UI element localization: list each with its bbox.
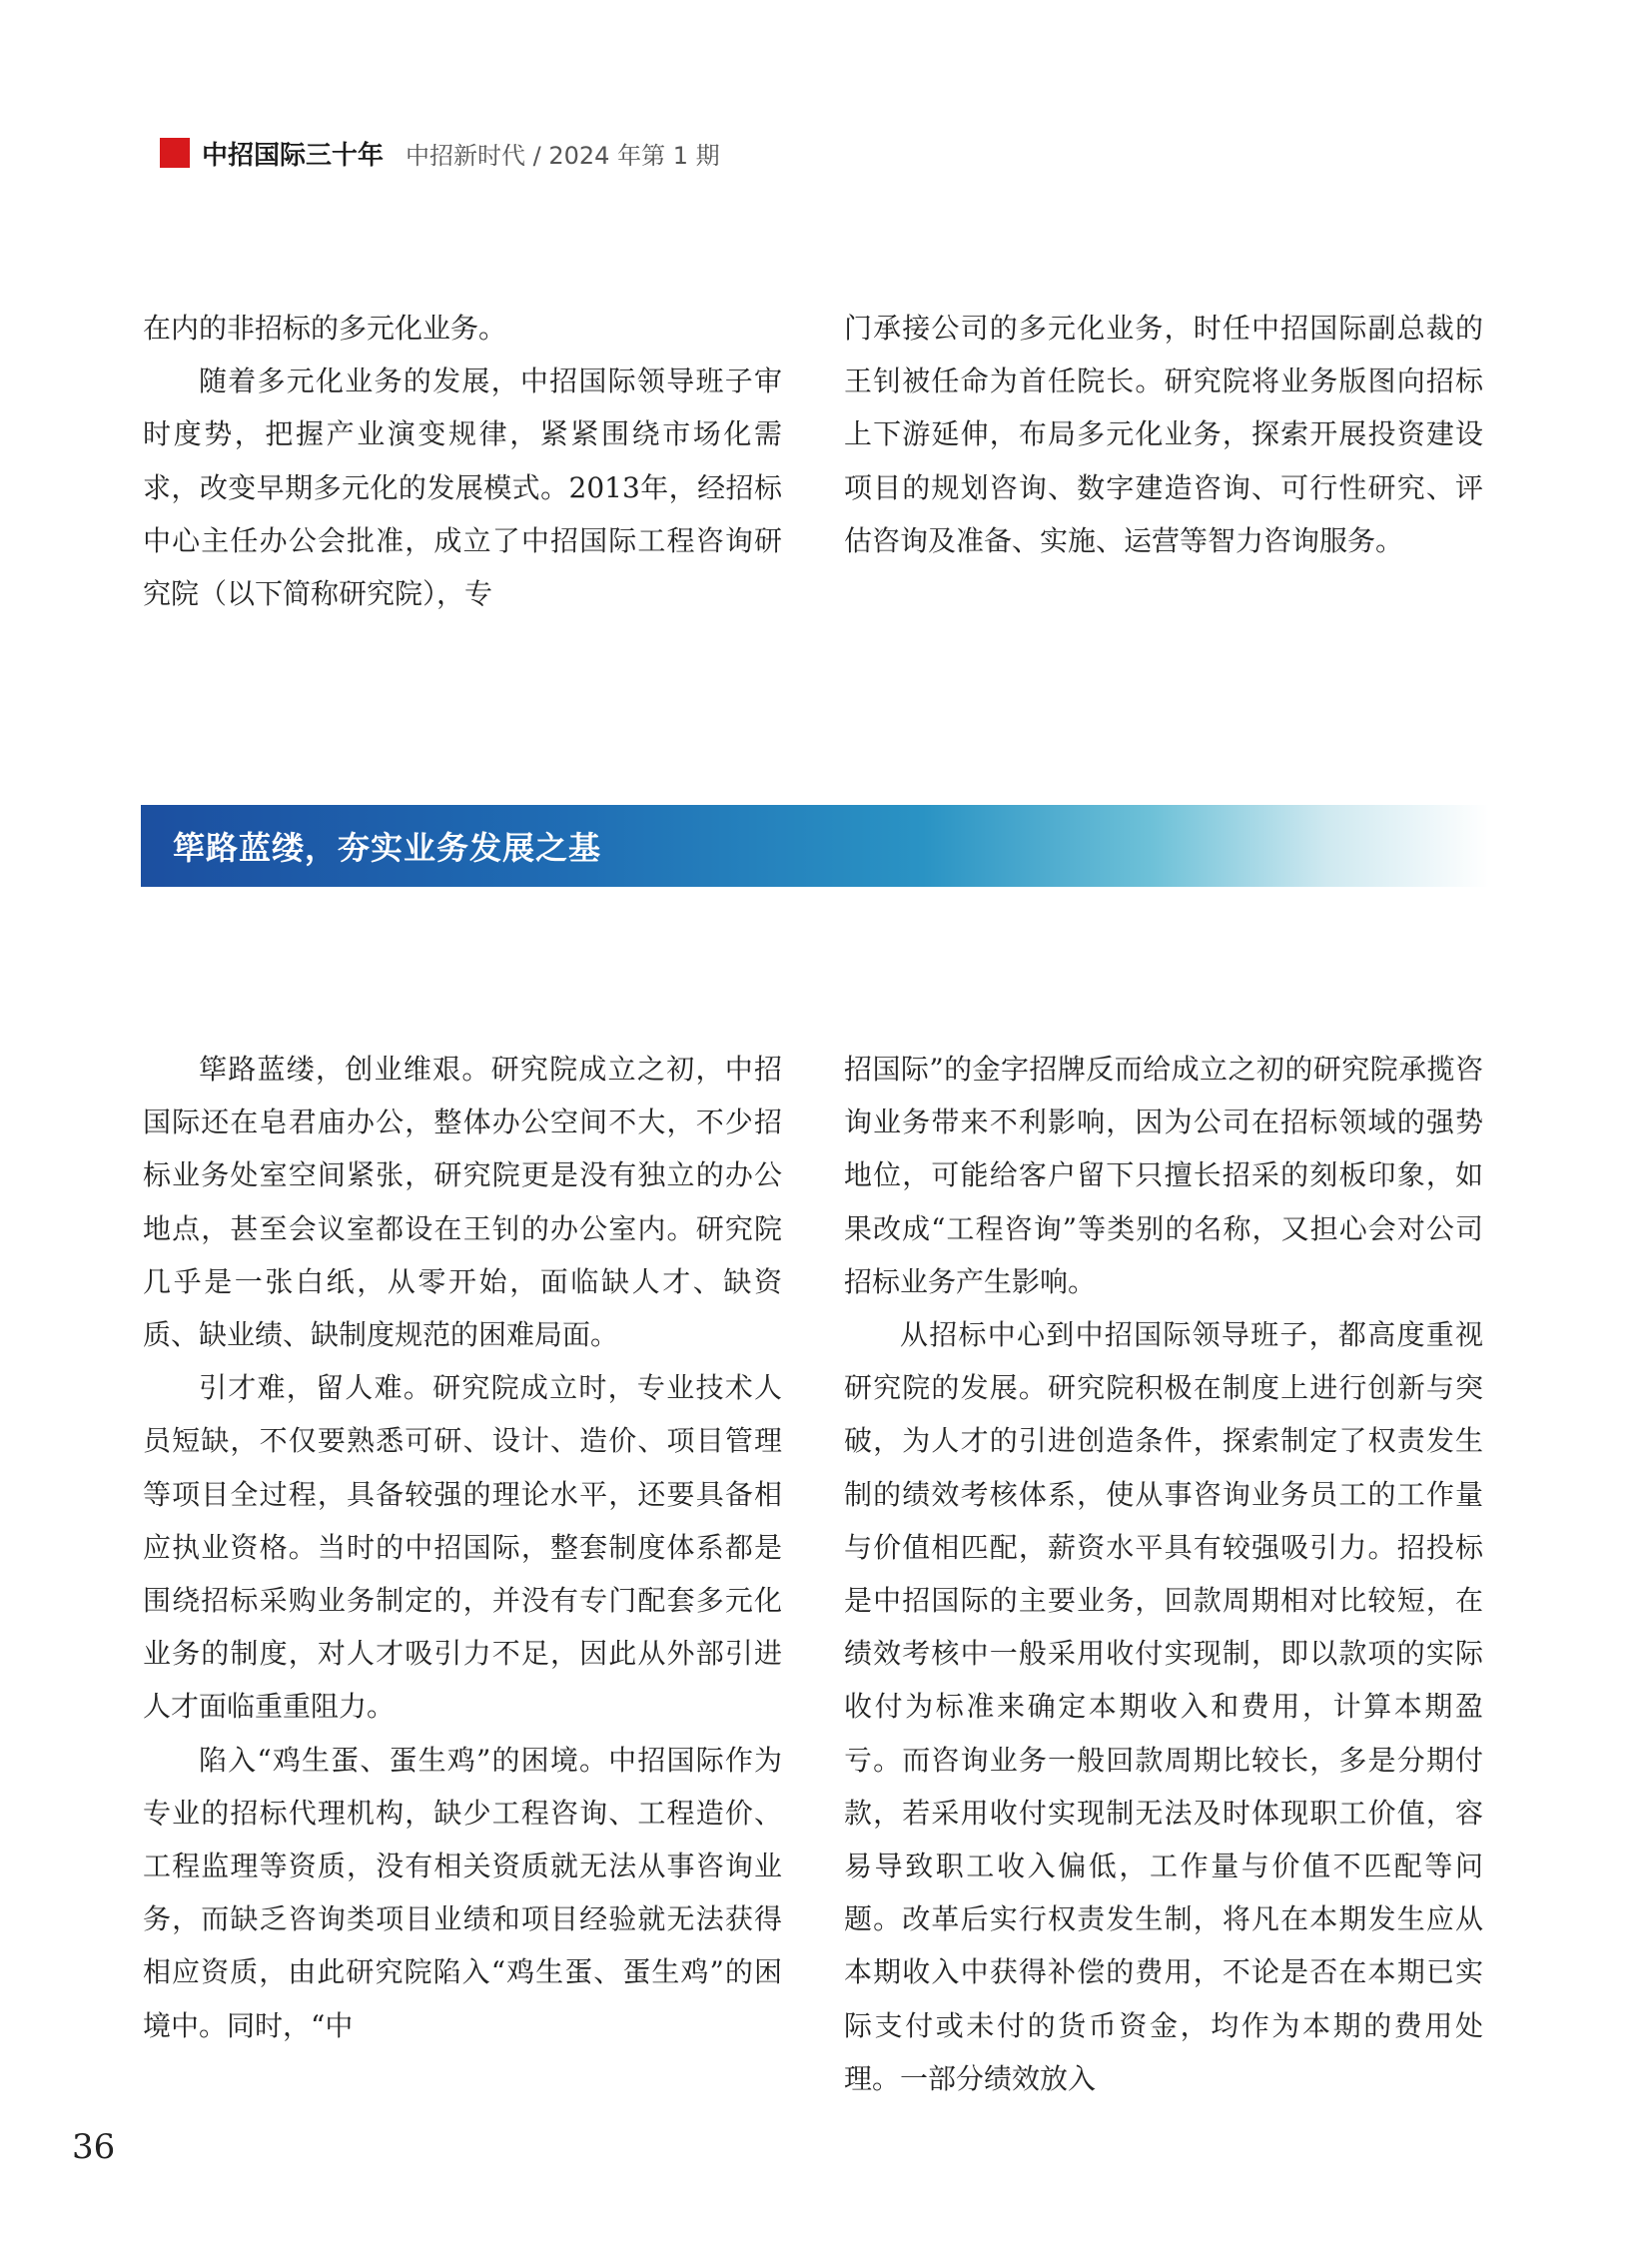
paragraph: 在内的非招标的多元化业务。 xyxy=(143,312,507,345)
running-header xyxy=(160,136,720,170)
paragraph: 陷入“鸡生蛋、蛋生鸡”的困境。中招国际作为专业的招标代理机构，缺少工程咨询、工程造价、工程监理等资质，没有相关资质就无法从事咨询业务，而缺乏咨询类项目业绩和项目经验就无法获得相应资质，由此研究院陷入“鸡生蛋、蛋生鸡”的困境中。同时，“中 xyxy=(143,1743,782,2042)
top-right-column xyxy=(844,302,1483,567)
paragraph: 从招标中心到中招国际领导班子，都高度重视研究院的发展。研究院积极在制度上进行创新与突破，为人才的引进创造条件，探索制定了权责发生制的绩效考核体系，使从事咨询业务员工的工作量与价值相匹配，薪资水平具有较强吸引力。招投标是中招国际的主要业务，回款周期相对比较短，在绩效考核中一般采用收付实现制，即以款项的实际收付为标准来确定本期收入和费用，计算本期盈亏。而咨询业务一般回款周期比较长，多是分期付款，若采用收付实现制无法及时体现职工价值，容易导致职工收入偏低，工作量与价值不匹配等问题。改革后实行权责发生制，将凡在本期发生应从本期收入中获得补偿的费用，不论是否在本期已实际支付或未付的货币资金，均作为本期的费用处理。一部分绩效放入 xyxy=(844,1318,1483,2095)
top-left-column xyxy=(143,302,782,620)
paragraph: 门承接公司的多元化业务，时任中招国际副总裁的王钊被任命为首任院长。研究院将业务版图向招标上下游延伸，布局多元化业务，探索开展投资建设项目的规划咨询、数字建造咨询、可行性研究、评估咨询及准备、实施、运营等智力咨询服务。 xyxy=(844,312,1483,557)
paragraph: 筚路蓝缕，创业维艰。研究院成立之初，中招国际还在皂君庙办公，整体办公空间不大，不少招标业务处室空间紧张，研究院更是没有独立的办公地点，甚至会议室都设在王钊的办公室内。研究院几乎是一张白纸，从零开始，面临缺人才、缺资质、缺业绩、缺制度规范的困难局面。 xyxy=(143,1053,782,1352)
header-red-square xyxy=(160,138,190,168)
paragraph: 随着多元化业务的发展，中招国际领导班子审时度势，把握产业演变规律，紧紧围绕市场化需求，改变早期多元化的发展模式。2013年，经招标中心主任办公会批准，成立了中招国际工程咨询研究院（以下简称研究院），专 xyxy=(143,365,782,611)
bottom-right-column xyxy=(844,1043,1483,2105)
page-number: 36 xyxy=(72,2127,116,2167)
section-banner xyxy=(141,805,1489,887)
header-brand: 中招国际三十年 xyxy=(202,140,385,171)
paragraph: 招国际”的金字招牌反而给成立之初的研究院承揽咨询业务带来不利影响，因为公司在招标领域的强势地位，可能给客户留下只擅长招采的刻板印象，如果改成“工程咨询”等类别的名称，又担心会对公司招标业务产生影响。 xyxy=(844,1053,1483,1298)
section-title: 筚路蓝缕，夯实业务发展之基 xyxy=(173,829,602,867)
header-issue: 中招新时代 / 2024 年第 1 期 xyxy=(406,141,720,170)
paragraph: 引才难，留人难。研究院成立时，专业技术人员短缺，不仅要熟悉可研、设计、造价、项目管理等项目全过程，具备较强的理论水平，还要具备相应执业资格。当时的中招国际，整套制度体系都是围绕招标采购业务制定的，并没有专门配套多元化业务的制度，对人才吸引力不足，因此从外部引进人才面临重重阻力。 xyxy=(143,1371,782,1724)
bottom-left-column xyxy=(143,1043,782,2052)
